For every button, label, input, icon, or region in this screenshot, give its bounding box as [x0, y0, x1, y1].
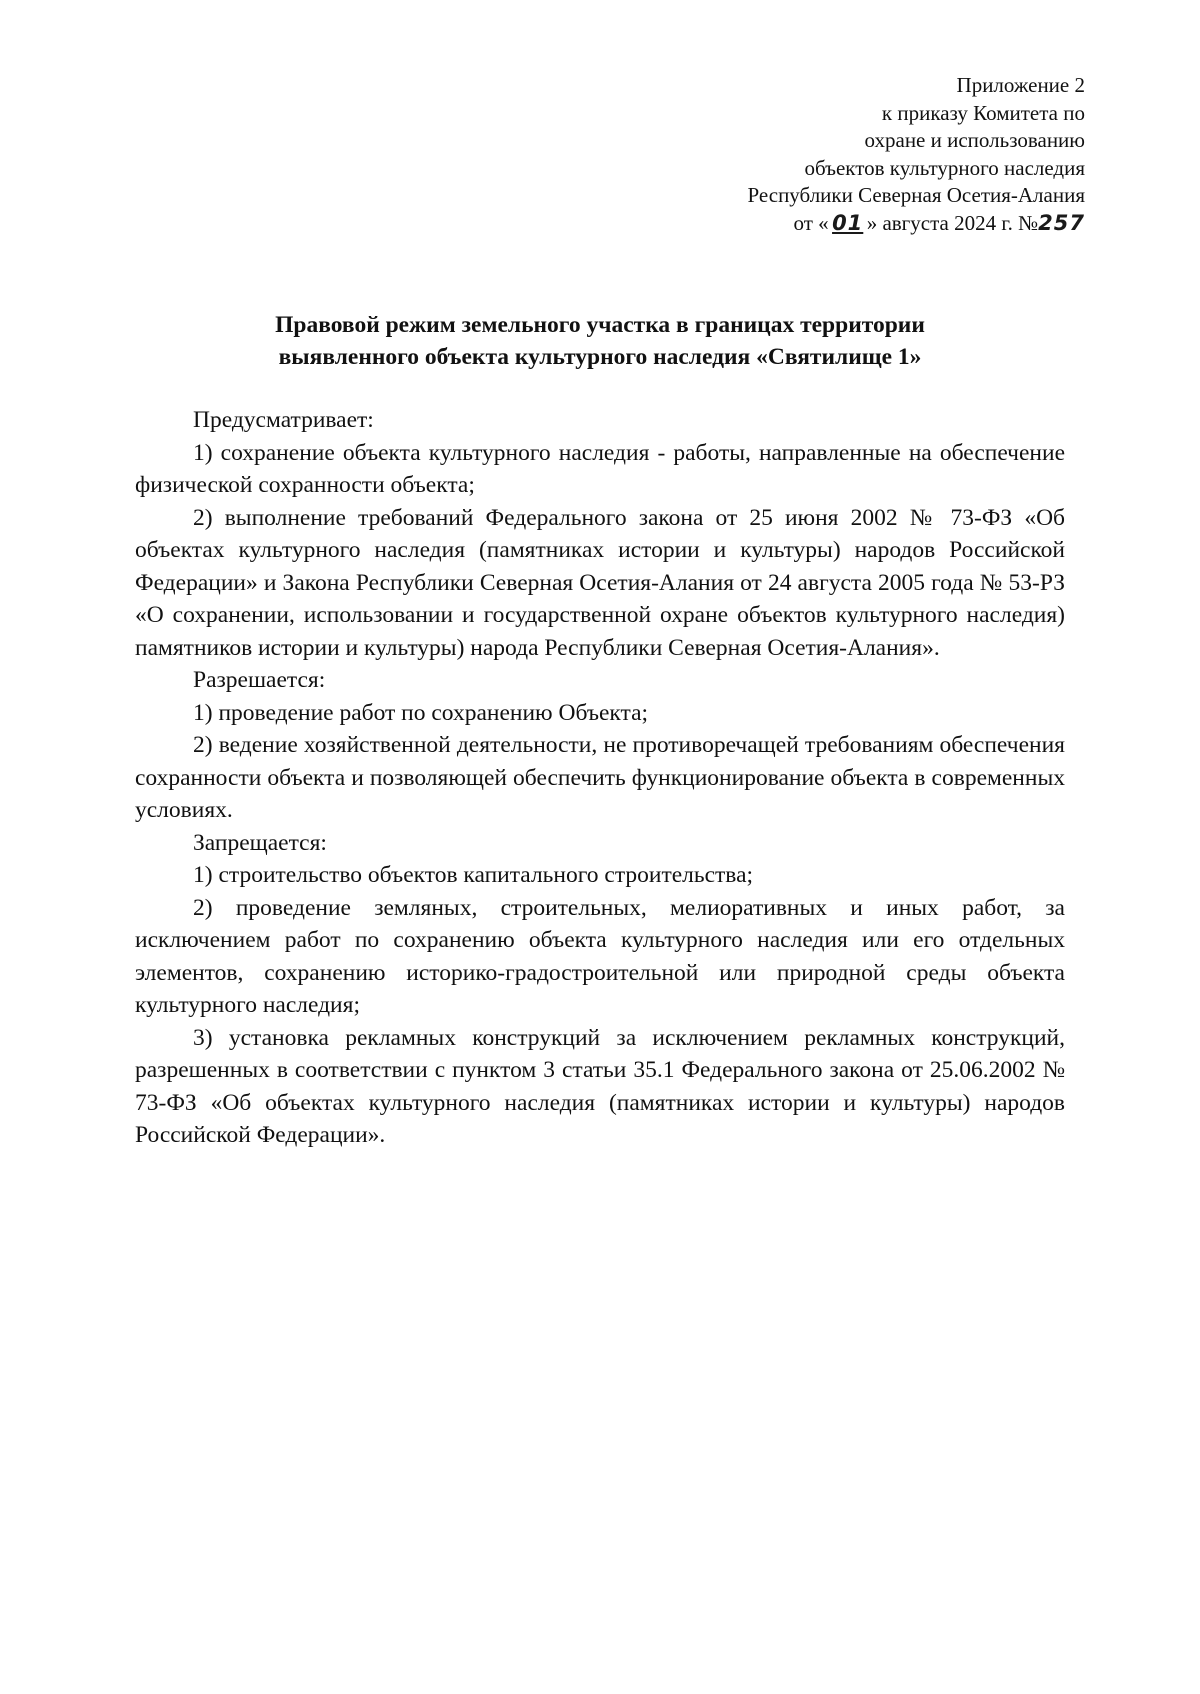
section-heading-provides: Предусматривает:	[193, 407, 374, 433]
document-body	[135, 404, 1065, 1152]
date-prefix: от «	[793, 210, 829, 235]
list-item: 3) установка рекламных конструкций за исключением рекламных конструкций, разрешенных в соответствии с пунктом 3 статьи 35.1 Федерального закона от 25.06.2002 № 73-ФЗ «Об объектах культурного наследия (памятниках истории и культуры) народов Российской Федерации».	[135, 1024, 1065, 1148]
committee-name-line1: охране и использованию	[864, 128, 1085, 152]
title-line-2: выявленного объекта культурного наследия «Святилище 1»	[278, 344, 922, 370]
appendix-label: Приложение 2	[956, 73, 1085, 97]
order-date-line	[625, 210, 1085, 238]
appendix-header	[625, 72, 1085, 237]
committee-name-line3: Республики Северная Осетия-Алания	[747, 183, 1085, 207]
list-item: 1) строительство объектов капитального строительства;	[193, 862, 754, 888]
handwritten-day: 01	[832, 210, 864, 235]
section-heading-allowed: Разрешается:	[193, 667, 326, 693]
list-item: 2) выполнение требований Федерального закона от 25 июня 2002 № 73-ФЗ «Об объектах культурного наследия (памятниках истории и культуры) народов Российской Федерации» и Закона Республики Северная Осетия-Алания от 24 августа 2005 года № 53-РЗ «О сохранении, использовании и государственной охране объектов культурного наследия) памятников истории и культуры) народа Республики Северная Осетия-Алания».	[135, 504, 1065, 661]
handwritten-order-number: 257	[1038, 210, 1085, 235]
document-title	[200, 309, 1000, 373]
list-item: 2) ведение хозяйственной деятельности, не противоречащей требованиям обеспечения сохранности объекта и позволяющей обеспечить функционирование объекта в современных условиях.	[135, 732, 1065, 823]
committee-name-line2: объектов культурного наследия	[804, 155, 1085, 180]
list-item: 1) сохранение объекта культурного наследия - работы, направленные на обеспечение физической сохранности объекта;	[135, 439, 1065, 498]
date-middle: » августа 2024 г. №	[866, 210, 1039, 235]
title-line-1: Правовой режим земельного участка в границах территории	[275, 312, 925, 338]
list-item: 1) проведение работ по сохранению Объекта;	[193, 699, 649, 726]
section-heading-prohibited: Запрещается:	[193, 829, 327, 856]
order-reference: к приказу Комитета по	[881, 100, 1085, 125]
list-item: 2) проведение земляных, строительных, мелиоративных и иных работ, за исключением работ по сохранению объекта культурного наследия или его отдельных элементов, сохранению историко-градостроительной или природной среды объекта культурного наследия;	[135, 894, 1065, 1018]
